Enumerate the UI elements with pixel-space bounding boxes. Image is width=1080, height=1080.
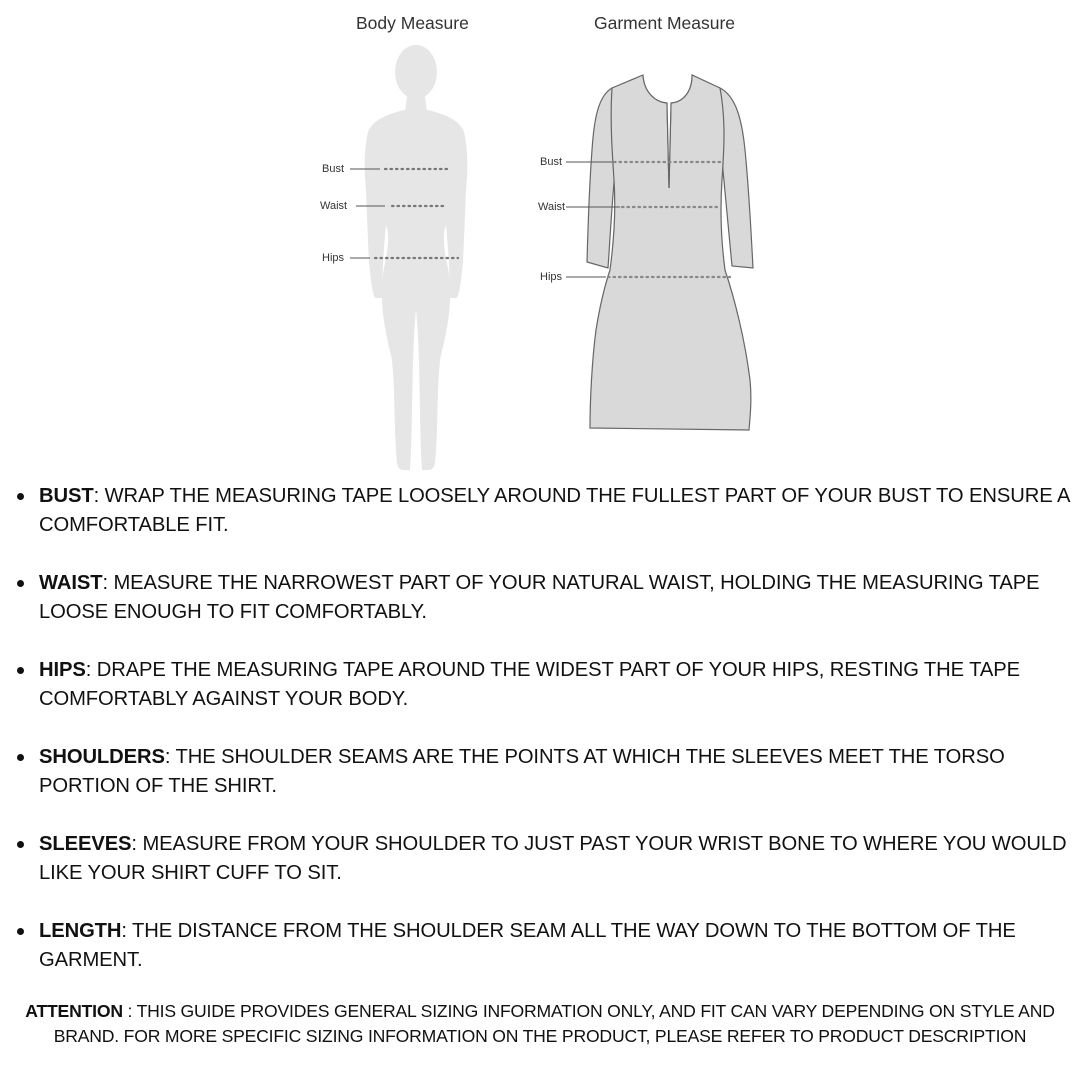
measure-figure (0, 0, 1080, 475)
list-item-waist (0, 569, 1080, 627)
body-label-bust: Bust (322, 163, 345, 175)
attention-note (0, 999, 1080, 1049)
item-term: HIPS (39, 659, 86, 681)
list-item-hips (0, 656, 1080, 714)
garment-measure-title: Garment Measure (594, 13, 736, 33)
garment-label-waist: Waist (538, 201, 566, 213)
list-item-bust (0, 482, 1080, 540)
measure-illustration (0, 0, 1080, 475)
item-text: : THE SHOULDER SEAMS ARE THE POINTS AT WHICH THE SLEEVES MEET THE TORSO PORTION OF THE SHIRT. (39, 746, 1005, 797)
list-item-sleeves (0, 830, 1080, 888)
garment-shape (587, 75, 753, 430)
attention-term: ATTENTION (25, 1001, 123, 1021)
item-text: : WRAP THE MEASURING TAPE LOOSELY AROUND THE FULLEST PART OF YOUR BUST TO ENSURE A COMFORTABLE FIT. (39, 485, 1070, 536)
body-label-waist: Waist (320, 200, 348, 212)
measurement-list (0, 482, 1080, 1004)
item-term: BUST (39, 485, 94, 507)
body-measure-title: Body Measure (356, 13, 469, 33)
bullet-icon (17, 667, 24, 674)
bullet-icon (17, 580, 24, 587)
garment-label-bust: Bust (540, 156, 563, 168)
item-text: : THE DISTANCE FROM THE SHOULDER SEAM ALL THE WAY DOWN TO THE BOTTOM OF THE GARMENT. (39, 920, 1016, 971)
item-text: : MEASURE THE NARROWEST PART OF YOUR NATURAL WAIST, HOLDING THE MEASURING TAPE LOOSE ENOUGH TO FIT COMFORTABLY. (39, 572, 1040, 623)
bullet-icon (17, 493, 24, 500)
bullet-icon (17, 841, 24, 848)
list-item-length (0, 917, 1080, 975)
item-text: : MEASURE FROM YOUR SHOULDER TO JUST PAST YOUR WRIST BONE TO WHERE YOU WOULD LIKE YOUR SHIRT CUFF TO SIT. (39, 833, 1067, 884)
item-term: SLEEVES (39, 833, 132, 855)
garment-label-hips: Hips (540, 271, 563, 283)
item-text: : DRAPE THE MEASURING TAPE AROUND THE WIDEST PART OF YOUR HIPS, RESTING THE TAPE COMFORTABLY AGAINST YOUR BODY. (39, 659, 1020, 710)
attention-text: : THIS GUIDE PROVIDES GENERAL SIZING INFORMATION ONLY, AND FIT CAN VARY DEPENDING ON STYLE AND BRAND. FOR MORE SPECIFIC SIZING INFORMATION ON THE PRODUCT, PLEASE REFER TO PRODUCT DESCRIPTION (53, 1001, 1055, 1046)
item-term: SHOULDERS (39, 746, 165, 768)
bullet-icon (17, 754, 24, 761)
body-label-hips: Hips (322, 252, 345, 264)
list-item-shoulders (0, 743, 1080, 801)
item-term: LENGTH (39, 920, 122, 942)
bullet-icon (17, 928, 24, 935)
item-term: WAIST (39, 572, 103, 594)
